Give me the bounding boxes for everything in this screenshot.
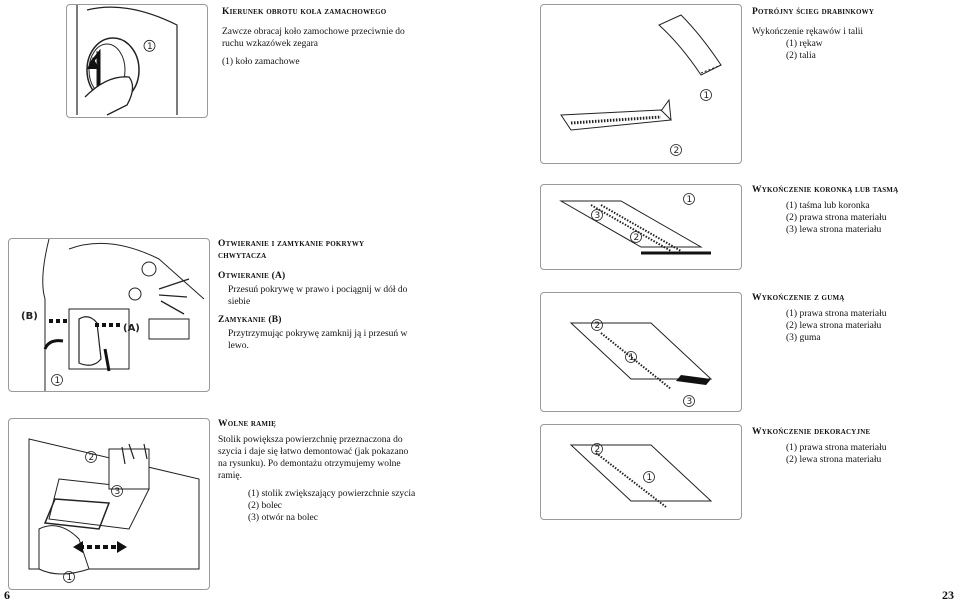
free-arm-item-2: (2) bolec — [248, 501, 283, 511]
cover-title-1: Otwieranie i zamykanie pokrywy — [218, 239, 365, 249]
handwheel-line-1: Zawcze obracaj koło zamochowe przeciwnie do — [222, 27, 405, 37]
handwheel-item-1: (1) koło zamachowe — [222, 57, 300, 67]
callout-2: 2 — [633, 233, 640, 244]
free-arm-title: Wolne ramię — [218, 419, 277, 429]
handwheel-illustration — [66, 4, 208, 118]
decorative-title: Wykończenie dekoracyjne — [752, 427, 871, 437]
close-line-2: lewo. — [228, 341, 249, 351]
lace-item-2: (2) prawa strona materiału — [786, 213, 887, 223]
callout-3: 3 — [686, 397, 693, 408]
callout-1: 1 — [703, 91, 710, 102]
label-b: (B) — [21, 311, 38, 322]
free-arm-item-3: (3) otwór na bolec — [248, 513, 318, 523]
free-arm-line-2: szycia i daje się łatwo demontować (jak pokazano — [218, 447, 409, 457]
callout-2: 2 — [594, 321, 601, 332]
callout-3: 3 — [114, 487, 121, 498]
cover-illustration — [8, 238, 210, 392]
handwheel-text — [222, 6, 482, 68]
decorative-item-1: (1) prawa strona materiału — [786, 443, 887, 453]
decorative-text — [752, 426, 952, 466]
lace-illustration — [540, 184, 742, 270]
cover-text — [218, 238, 488, 352]
close-title: Zamykanie (B) — [218, 315, 282, 325]
callout-1: 1 — [66, 573, 73, 584]
callout-2: 2 — [594, 445, 601, 456]
lace-item-1: (1) taśma lub koronka — [786, 201, 870, 211]
close-line-1: Przytrzymując pokrywę zamknij ją i przesuń w — [228, 329, 408, 339]
callout-1: 1 — [54, 376, 61, 387]
open-line-2: siebie — [228, 297, 251, 307]
page-number-right: 23 — [942, 588, 954, 602]
triple-stitch-text — [752, 6, 952, 62]
lace-text — [752, 184, 952, 236]
free-arm-text — [218, 418, 488, 524]
callout-2: 2 — [88, 453, 95, 464]
handwheel-line-2: ruchu wzkazówek zegara — [222, 39, 318, 49]
decorative-item-2: (2) lewa strona materiału — [786, 455, 882, 465]
triple-stitch-item-2: (2) talia — [786, 51, 816, 61]
callout-1: 1 — [646, 473, 653, 484]
open-title: Otwieranie (A) — [218, 271, 286, 281]
elastic-text — [752, 292, 952, 344]
free-arm-line-1: Stolik powiększa powierzchnię przeznaczona do — [218, 435, 403, 445]
handwheel-title: Kierunek obrotu koła zamachowego — [222, 7, 387, 17]
callout-1: 1 — [147, 42, 153, 52]
callout-2: 2 — [673, 146, 680, 157]
triple-stitch-item-1: (1) rękaw — [786, 39, 823, 49]
triple-stitch-line: Wykończenie rękawów i talii — [752, 27, 864, 37]
elastic-item-1: (1) prawa strona materiału — [786, 309, 887, 319]
triple-stitch-title: Potrójny ścieg drabinkowy — [752, 7, 875, 17]
open-line-1: Przesuń pokrywę w prawo i pociągnij w dół do — [228, 285, 408, 295]
callout-1: 1 — [628, 353, 635, 364]
free-arm-line-4: ramię. — [218, 471, 243, 481]
free-arm-illustration — [8, 418, 210, 590]
page-number-left: 6 — [4, 588, 10, 602]
callout-1: 1 — [686, 195, 693, 206]
label-a: (A) — [123, 323, 140, 334]
decorative-illustration — [540, 424, 742, 520]
lace-title: Wykończenie koronką lub tasmą — [752, 185, 899, 195]
callout-3: 3 — [594, 211, 601, 222]
elastic-item-2: (2) lewa strona materiału — [786, 321, 882, 331]
free-arm-line-3: na rysunku). Po demontażu otrzymujemy wolne — [218, 459, 401, 469]
lace-item-3: (3) lewa strona materiału — [786, 225, 882, 235]
elastic-title: Wykończenie z gumą — [752, 293, 845, 303]
cover-title-2: chwytacza — [218, 251, 267, 261]
free-arm-item-1: (1) stolik zwiększający powierzchnie szycia — [248, 489, 416, 499]
elastic-item-3: (3) guma — [786, 333, 821, 343]
triple-stitch-illustration — [540, 4, 742, 164]
elastic-illustration — [540, 292, 742, 412]
